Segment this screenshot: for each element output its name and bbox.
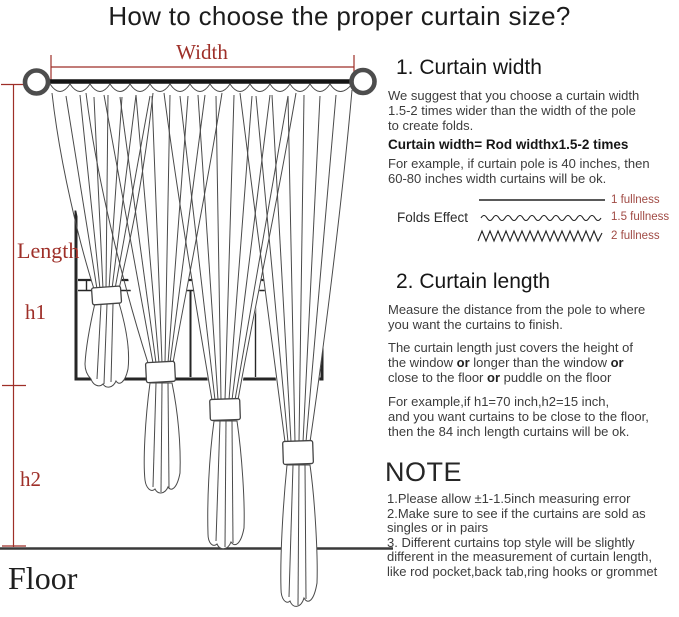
width-paragraph-1: We suggest that you choose a curtain width 1.5-2 times wider than the width of the pole to create folds. <box>388 88 640 133</box>
h2-label: h2 <box>20 467 41 491</box>
section-length-heading: 2. Curtain length <box>396 270 551 293</box>
rod-ring-right-icon <box>352 70 375 93</box>
note-line: different in the measurement of curtain length, <box>387 549 652 565</box>
tie-band-2 <box>145 361 175 382</box>
note-line: like rod pocket,back tab,ring hooks or grommet <box>387 563 658 579</box>
tie-band-1 <box>91 286 121 305</box>
fullness-label-2: 2 fullness <box>611 230 660 242</box>
floor-label: Floor <box>8 560 78 596</box>
section-width-heading: 1. Curtain width <box>396 56 542 79</box>
width-formula: Curtain width= Rod widthx1.5-2 times <box>388 137 629 152</box>
length-label: Length <box>17 238 80 263</box>
note-line: 1.Please allow ±1-1.5inch measuring error <box>387 491 631 506</box>
fullness-line-1-icon <box>478 195 608 205</box>
note-line: 3. Different curtains top style will be slightly <box>387 534 635 550</box>
length-paragraph-1: Measure the distance from the pole to where you want the curtains to finish. <box>388 302 646 332</box>
note-line: singles or in pairs <box>387 520 489 536</box>
tie-band-3 <box>210 398 241 420</box>
length-paragraph-3: For example,if h1=70 inch,h2=15 inch, and you want curtains to be close to the floor, then the 84 inch length curtains will be ok. <box>388 394 649 439</box>
fullness-line-1-5-icon <box>480 212 610 224</box>
tie-band-4 <box>283 440 314 464</box>
page-title: How to choose the proper curtain size? <box>108 1 571 31</box>
note-line: 2.Make sure to see if the curtains are sold as <box>387 505 646 521</box>
rod-ring-left-icon <box>25 71 48 94</box>
note-list <box>387 492 657 580</box>
fullness-line-2-icon <box>476 227 610 245</box>
h1-label: h1 <box>25 300 46 324</box>
width-paragraph-2: For example, if curtain pole is 40 inches, then 60-80 inches width curtains will be ok. <box>388 156 650 186</box>
fullness-label-1: 1 fullness <box>611 194 660 206</box>
curtain-silhouettes <box>50 86 353 444</box>
length-paragraph-2: The curtain length just covers the height of the window or longer than the window or close to the floor or puddle on the floor <box>388 340 633 385</box>
note-heading: NOTE <box>385 457 463 487</box>
folds-effect-label: Folds Effect <box>397 210 469 225</box>
width-label: Width <box>176 40 228 64</box>
fullness-label-1-5: 1.5 fullness <box>611 211 670 223</box>
